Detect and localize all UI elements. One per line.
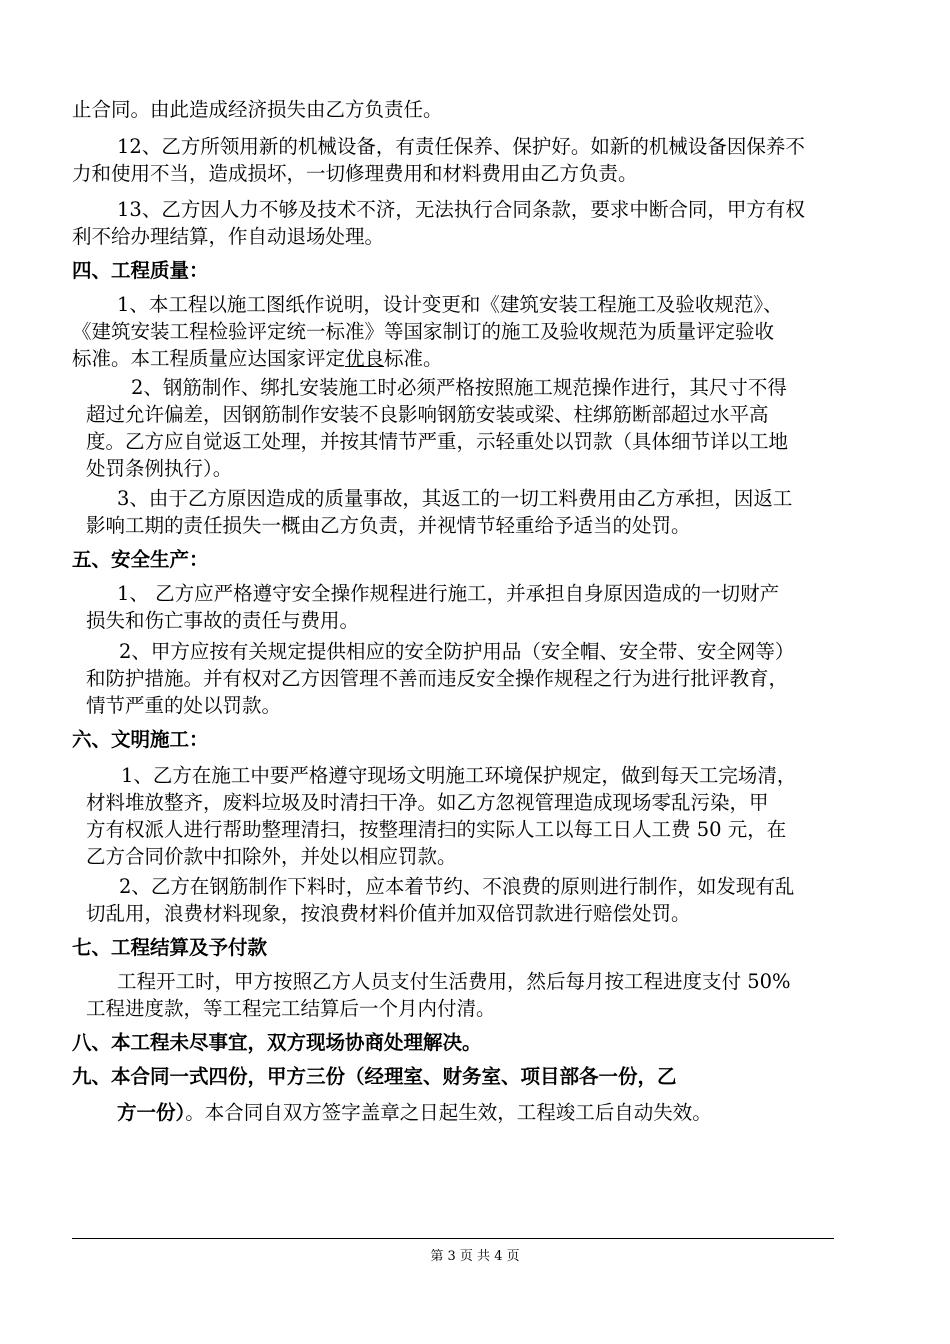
paragraph-line: 处罚条例执行）。 [86,457,233,480]
paragraph-line: 切乱用，浪费材料现象，按浪费材料价值并加双倍罚款进行赔偿处罚。 [86,902,691,925]
underlined-text: 优良 [345,347,385,370]
paragraph-line: 3、由于乙方原因造成的质量事故，其返工的一切工料费用由乙方承担，因返工 [117,487,793,510]
paragraph-line: 1、本工程以施工图纸作说明，设计变更和《建筑安装工程施工及验收规范》、 [117,293,783,316]
paragraph-line: 方有权派人进行帮助整理清扫，按整理清扫的实际人工以每工日人工费 50 元，在 [86,818,787,841]
paragraph-line: 超过允许偏差，因钢筋制作安装不良影响钢筋安装或梁、柱绑筋断部超过水平高 [86,403,769,426]
paragraph-line: 《建筑安装工程检验评定统一标准》等国家制订的施工及验收规范为质量评定验收 [72,320,775,343]
paragraph-line: 2、甲方应按有关规定提供相应的安全防护用品（安全帽、安全带、安全网等） [119,640,795,663]
paragraph-line: 2、钢筋制作、绑扎安装施工时必须严格按照施工规范操作进行，其尺寸不得 [131,376,787,399]
paragraph-line: 和防护措施。并有权对乙方因管理不善而违反安全操作规程之行为进行批评教育， [86,667,789,690]
page-number: 第 3 页 共 4 页 [430,1249,520,1264]
footer-divider [72,1238,834,1239]
text-run: 标准。本工程质量应达国家评定 [72,347,346,370]
section-heading-copies: 九、本合同一式四份，甲方三份（经理室、财务室、项目部各一份，乙 [72,1065,677,1088]
paragraph-line: 止合同。由此造成经济损失由乙方负责任。 [72,98,443,121]
text-run-bold: 方一份） [117,1101,186,1124]
paragraph-line: 度。乙方应自觉返工处理，并按其情节严重，示轻重处以罚款（具体细节详以工地 [86,430,789,453]
paragraph-line: 工程进度款，等工程完工结算后一个月内付清。 [86,997,496,1020]
paragraph-line: 2、乙方在钢筋制作下料时，应本着节约、不浪费的原则进行制作，如发现有乱 [119,875,795,898]
paragraph-line: 工程开工时，甲方按照乙方人员支付生活费用，然后每月按工程进度支付 50% [117,970,791,993]
section-heading-safety: 五、安全生产： [72,548,209,571]
paragraph-line: 利不给办理结算，作自动退场处理。 [72,225,385,248]
paragraph-line: 影响工期的责任损失一概由乙方负责，并视情节轻重给予适当的处罚。 [86,514,691,537]
paragraph-line: 12、乙方所领用新的机械设备，有责任保养、保护好。如新的机械设备因保养不 [117,135,805,158]
section-heading-quality: 四、工程质量： [72,259,209,282]
paragraph-line: 损失和伤亡事故的责任与费用。 [86,609,360,632]
paragraph-line: 1、 乙方应严格遵守安全操作规程进行施工，并承担自身原因造成的一切财产 [117,582,780,605]
paragraph-line [117,1099,712,1127]
paragraph-line: 13、乙方因人力不够及技术不济，无法执行合同条款，要求中断合同，甲方有权 [117,198,805,221]
section-heading-civilized: 六、文明施工： [72,728,209,751]
paragraph-line: 情节严重的处以罚款。 [86,694,282,717]
paragraph-line: 材料堆放整齐，废料垃圾及时清扫干净。如乙方忽视管理造成现场零乱污染，甲 [86,791,769,814]
paragraph-line: 乙方合同价款中扣除外，并处以相应罚款。 [86,845,457,868]
text-run: 。本合同自双方签字盖章之日起生效，工程竣工后自动失效。 [185,1101,712,1124]
paragraph-line: 力和使用不当，造成损坏，一切修理费用和材料费用由乙方负责。 [72,162,638,185]
paragraph-line: 1、乙方在施工中要严格遵守现场文明施工环境保护规定，做到每天工完场清， [121,764,797,787]
paragraph-line [72,345,443,373]
section-heading-settlement: 七、工程结算及予付款 [72,936,268,959]
section-heading-misc: 八、本工程未尽事宜，双方现场协商处理解决。 [72,1031,482,1054]
text-run: 标准。 [384,347,443,370]
